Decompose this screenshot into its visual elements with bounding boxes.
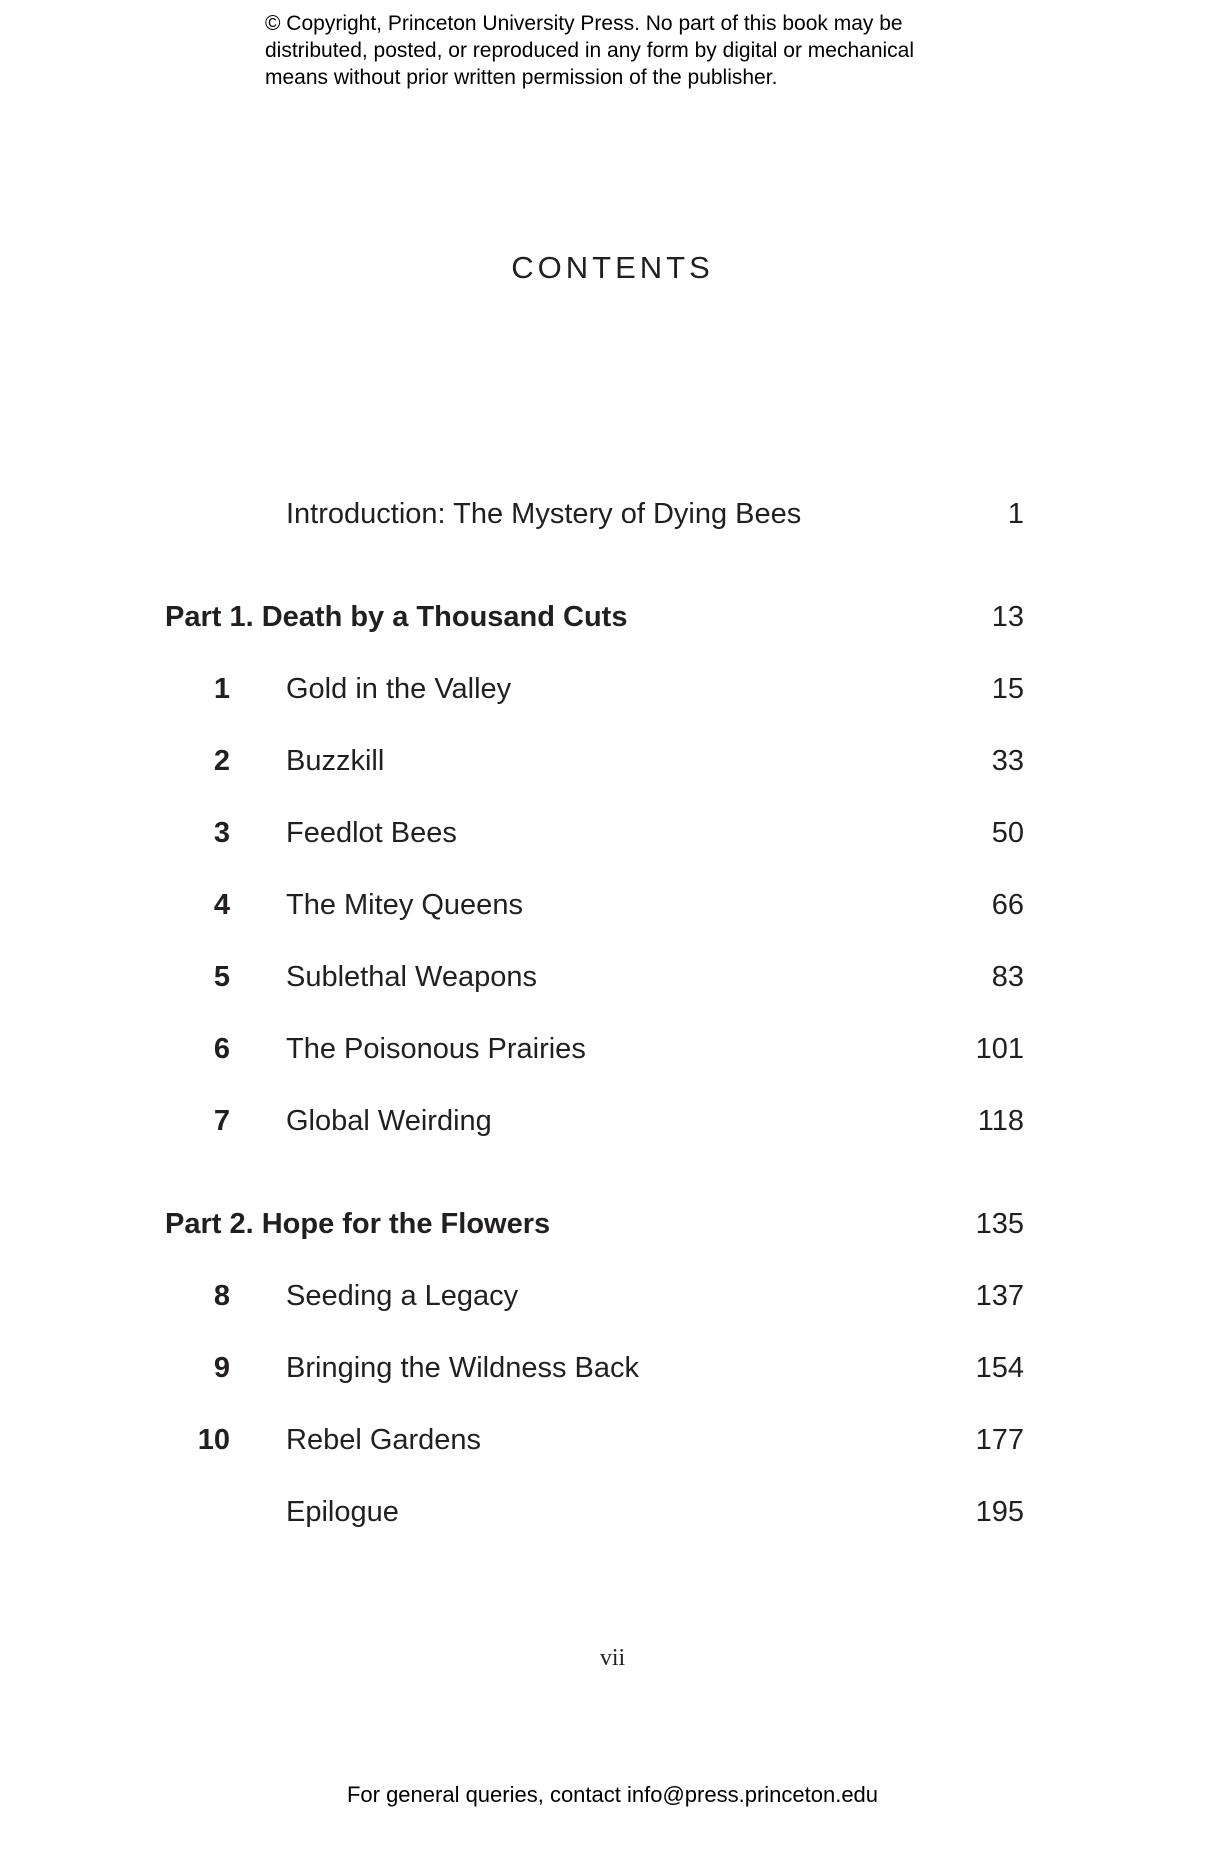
toc-entry-title: Seeding a Legacy	[286, 1280, 519, 1312]
toc-entry-page: 1	[1007, 498, 1024, 530]
chapter-number: 5	[213, 961, 230, 993]
toc-entry-page: 33	[991, 745, 1024, 777]
toc-entry-title: The Mitey Queens	[286, 889, 523, 921]
toc-chapter[interactable]	[0, 1029, 1225, 1069]
chapter-number: 1	[213, 673, 230, 705]
toc-entry-page: 66	[991, 889, 1024, 921]
toc-part-heading[interactable]	[0, 597, 1225, 637]
toc-chapter[interactable]	[0, 1276, 1225, 1316]
toc-entry-title: The Poisonous Prairies	[286, 1033, 586, 1065]
chapter-number: 7	[213, 1105, 230, 1137]
toc-chapter[interactable]	[0, 1420, 1225, 1460]
page-number: vii	[599, 1645, 626, 1671]
chapter-number: 3	[213, 817, 230, 849]
toc-entry-page: 137	[975, 1280, 1024, 1312]
chapter-number: 4	[213, 889, 230, 921]
toc-chapter[interactable]	[0, 957, 1225, 997]
toc-entry-page: 177	[975, 1424, 1024, 1456]
toc-part-title: Part 2. Hope for the Flowers	[165, 1208, 551, 1240]
toc-chapter[interactable]	[0, 1348, 1225, 1388]
toc-entry-page: 50	[991, 817, 1024, 849]
toc-entry-page: 13	[991, 601, 1024, 633]
toc-chapter[interactable]	[0, 885, 1225, 925]
toc-entry-title: Buzzkill	[286, 745, 385, 777]
chapter-number: 2	[213, 745, 230, 777]
toc-part-heading[interactable]	[0, 1204, 1225, 1244]
copyright-line: © Copyright, Princeton University Press. No part of this book may be	[265, 12, 903, 35]
footer-contact: For general queries, contact info@press.princeton.edu	[346, 1782, 879, 1807]
toc-entry-page: 118	[977, 1105, 1024, 1137]
toc-entry-title: Bringing the Wildness Back	[286, 1352, 639, 1384]
toc-part-title: Part 1. Death by a Thousand Cuts	[165, 601, 628, 633]
page-title: CONTENTS	[511, 250, 714, 285]
toc-entry-page: 154	[975, 1352, 1024, 1384]
toc-entry-page: 15	[991, 673, 1024, 705]
copyright-line: distributed, posted, or reproduced in any form by digital or mechanical	[265, 39, 915, 62]
toc-chapter[interactable]	[0, 813, 1225, 853]
toc-entry-page: 101	[975, 1033, 1024, 1065]
toc-entry-page: 83	[991, 961, 1024, 993]
toc-entry-title: Global Weirding	[286, 1105, 492, 1137]
toc-entry-title: Feedlot Bees	[286, 817, 457, 849]
toc-entry-title: Gold in the Valley	[286, 673, 512, 705]
toc-entry-page: 135	[975, 1208, 1024, 1240]
chapter-number: 6	[213, 1033, 230, 1065]
toc-entry-title: Introduction: The Mystery of Dying Bees	[286, 498, 802, 530]
chapter-number: 9	[213, 1352, 230, 1384]
chapter-number: 10	[197, 1424, 230, 1456]
toc-entry-epilogue[interactable]	[0, 1492, 1225, 1532]
toc-entry-page: 195	[975, 1496, 1024, 1528]
toc-chapter[interactable]	[0, 1101, 1225, 1141]
toc-entry-title: Rebel Gardens	[286, 1424, 482, 1456]
toc-entry-introduction[interactable]	[0, 494, 1225, 534]
toc-entry-title: Epilogue	[286, 1496, 399, 1528]
toc-chapter[interactable]	[0, 741, 1225, 781]
toc-chapter[interactable]	[0, 669, 1225, 709]
copyright-line: means without prior written permission of the publisher.	[265, 66, 778, 89]
chapter-number: 8	[213, 1280, 230, 1312]
toc-entry-title: Sublethal Weapons	[286, 961, 537, 993]
